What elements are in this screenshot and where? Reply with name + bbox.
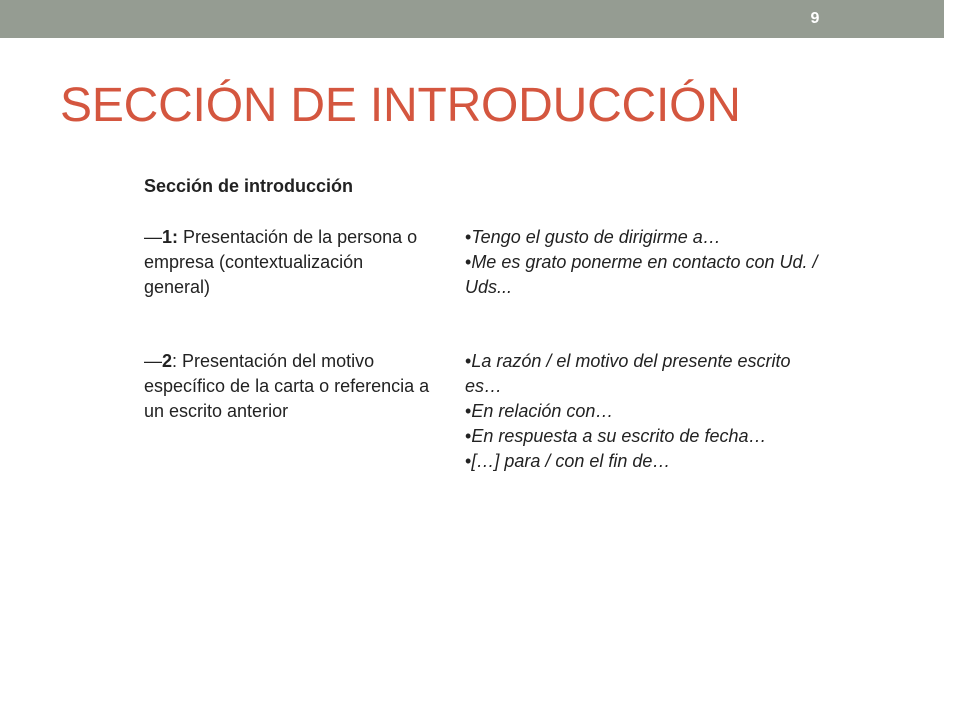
row-1-prefix: — — [144, 227, 162, 247]
row-2-label — [144, 349, 434, 424]
bullet-icon: • — [465, 227, 472, 247]
row-1-label-text: Presentación de la persona o empresa (contextualización general) — [144, 227, 418, 297]
example-text: En relación con… — [471, 401, 614, 421]
section-subheading: Sección de introducción — [144, 176, 354, 196]
row-2-number: 2 — [162, 351, 173, 371]
bullet-icon: • — [465, 252, 472, 272]
bullet-icon: • — [465, 401, 472, 421]
example-text: Tengo el gusto de dirigirme a… — [471, 227, 721, 247]
example-item — [465, 349, 825, 399]
example-item — [465, 399, 825, 424]
bullet-icon: • — [465, 351, 472, 371]
example-text: […] para / con el fin de… — [471, 451, 671, 471]
row-2-label-text: : Presentación del motivo específico de la carta o referencia a un escrito anterior — [144, 351, 430, 421]
row-1-label — [144, 225, 434, 300]
example-item — [465, 424, 825, 449]
example-item — [465, 449, 825, 474]
page-number: 9 — [810, 10, 820, 27]
example-text: Me es grato ponerme en contacto con Ud. / Uds... — [465, 252, 818, 297]
bullet-icon: • — [465, 426, 472, 446]
example-item — [465, 250, 825, 300]
slide-title: SECCIÓN DE INTRODUCCIÓN — [60, 79, 741, 132]
example-text: La razón / el motivo del presente escrito es… — [465, 351, 791, 396]
example-text: En respuesta a su escrito de fecha… — [471, 426, 767, 446]
row-1-number: 1: — [162, 227, 179, 247]
row-2-examples — [465, 349, 825, 474]
row-1-examples — [465, 225, 825, 300]
row-2-prefix: — — [144, 351, 162, 371]
bullet-icon: • — [465, 451, 472, 471]
example-item — [465, 225, 825, 250]
